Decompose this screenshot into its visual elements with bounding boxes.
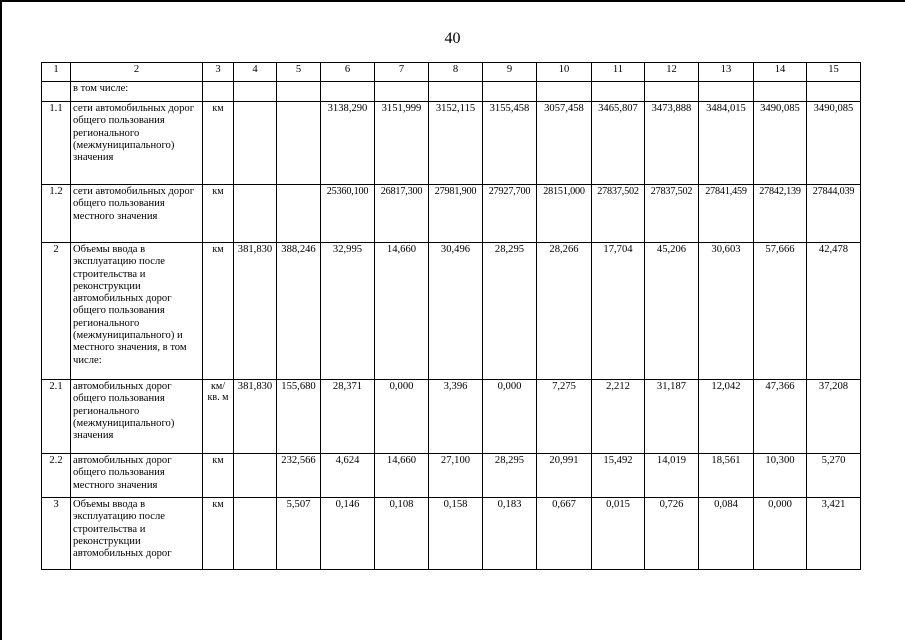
row-value: 27837,502 — [645, 185, 699, 243]
row-value: 381,830 — [234, 380, 277, 454]
header-cell: 15 — [807, 63, 861, 82]
table-row — [42, 498, 861, 570]
header-cell: 7 — [375, 63, 429, 82]
row-value: 0,000 — [483, 380, 537, 454]
header-cell: 14 — [754, 63, 807, 82]
row-value: 2,212 — [592, 380, 645, 454]
row-value: 17,704 — [592, 243, 645, 380]
row-value: 0,000 — [754, 498, 807, 570]
table-row — [42, 185, 861, 243]
row-value: 30,603 — [699, 243, 754, 380]
page-top-border — [0, 0, 905, 2]
row-value: 388,246 — [277, 243, 321, 380]
row-name: автомобильных дорог общего пользования регионального (межмуниципального) значения — [71, 380, 203, 454]
row-number: 3 — [42, 498, 71, 570]
row-value: 7,275 — [537, 380, 592, 454]
row-number — [42, 82, 71, 102]
row-value: 0,146 — [321, 498, 375, 570]
table-row — [42, 454, 861, 498]
table-header-row — [42, 63, 861, 82]
page-left-border — [0, 0, 2, 640]
row-unit: км — [203, 102, 234, 185]
row-value: 27842,139 — [754, 185, 807, 243]
row-value: 3490,085 — [807, 102, 861, 185]
row-value: 0,667 — [537, 498, 592, 570]
header-cell: 10 — [537, 63, 592, 82]
row-name: Объемы ввода в эксплуатацию после строительства и реконструкции автомобильных дорог общего пользования регионального (межмуниципального) и местного значения, в том числе: — [71, 243, 203, 380]
table-row — [42, 102, 861, 185]
row-unit: км — [203, 185, 234, 243]
row-value: 20,991 — [537, 454, 592, 498]
row-value: 28,295 — [483, 243, 537, 380]
row-value: 27,100 — [429, 454, 483, 498]
row-value: 3465,807 — [592, 102, 645, 185]
row-value: 3152,115 — [429, 102, 483, 185]
row-value: 27844,039 — [807, 185, 861, 243]
row-value — [234, 498, 277, 570]
row-value — [699, 82, 754, 102]
row-value — [234, 102, 277, 185]
row-value: 30,496 — [429, 243, 483, 380]
row-value: 18,561 — [699, 454, 754, 498]
row-value: 14,019 — [645, 454, 699, 498]
row-value: 57,666 — [754, 243, 807, 380]
row-value: 232,566 — [277, 454, 321, 498]
row-value — [754, 82, 807, 102]
row-value: 3484,015 — [699, 102, 754, 185]
row-value — [483, 82, 537, 102]
row-value: 3138,290 — [321, 102, 375, 185]
row-unit: км — [203, 498, 234, 570]
header-cell: 5 — [277, 63, 321, 82]
row-value — [645, 82, 699, 102]
row-value: 15,492 — [592, 454, 645, 498]
row-value — [321, 82, 375, 102]
row-value: 28,371 — [321, 380, 375, 454]
row-value: 3057,458 — [537, 102, 592, 185]
row-value: 32,995 — [321, 243, 375, 380]
row-unit: км — [203, 243, 234, 380]
row-value: 3,396 — [429, 380, 483, 454]
row-value: 31,187 — [645, 380, 699, 454]
row-value: 42,478 — [807, 243, 861, 380]
row-value: 28151,000 — [537, 185, 592, 243]
row-value: 4,624 — [321, 454, 375, 498]
row-value: 47,366 — [754, 380, 807, 454]
row-number: 2 — [42, 243, 71, 380]
row-value: 10,300 — [754, 454, 807, 498]
row-unit: км/ кв. м — [203, 380, 234, 454]
row-name: автомобильных дорог общего пользования местного значения — [71, 454, 203, 498]
row-value: 0,158 — [429, 498, 483, 570]
row-value — [277, 82, 321, 102]
row-value: 381,830 — [234, 243, 277, 380]
row-value — [277, 102, 321, 185]
row-value: 37,208 — [807, 380, 861, 454]
row-value: 27927,700 — [483, 185, 537, 243]
row-value: 3151,999 — [375, 102, 429, 185]
row-value — [592, 82, 645, 102]
row-value: 0,015 — [592, 498, 645, 570]
row-name: сети автомобильных дорог общего пользования регионального (межмуниципального) значения — [71, 102, 203, 185]
indicators-table — [41, 62, 861, 570]
row-value: 27837,502 — [592, 185, 645, 243]
row-value — [429, 82, 483, 102]
row-value — [234, 82, 277, 102]
row-value — [234, 454, 277, 498]
header-cell: 12 — [645, 63, 699, 82]
row-value: 27981,900 — [429, 185, 483, 243]
header-cell: 9 — [483, 63, 537, 82]
row-value: 0,000 — [375, 380, 429, 454]
row-value — [234, 185, 277, 243]
page-number: 40 — [444, 30, 461, 47]
row-number: 1.1 — [42, 102, 71, 185]
row-value: 3473,888 — [645, 102, 699, 185]
row-value: 3,421 — [807, 498, 861, 570]
row-value: 28,266 — [537, 243, 592, 380]
row-value: 0,084 — [699, 498, 754, 570]
header-cell: 8 — [429, 63, 483, 82]
row-number: 1.2 — [42, 185, 71, 243]
row-value: 14,660 — [375, 243, 429, 380]
row-value — [807, 82, 861, 102]
row-value: 27841,459 — [699, 185, 754, 243]
table-row — [42, 243, 861, 380]
header-cell: 6 — [321, 63, 375, 82]
row-number: 2.1 — [42, 380, 71, 454]
row-value: 0,183 — [483, 498, 537, 570]
row-value: 0,108 — [375, 498, 429, 570]
row-value: 5,270 — [807, 454, 861, 498]
header-cell: 1 — [42, 63, 71, 82]
row-value: 3490,085 — [754, 102, 807, 185]
row-value: 155,680 — [277, 380, 321, 454]
row-value — [537, 82, 592, 102]
row-number: 2.2 — [42, 454, 71, 498]
row-value — [375, 82, 429, 102]
table-row — [42, 380, 861, 454]
row-unit — [203, 82, 234, 102]
row-value: 12,042 — [699, 380, 754, 454]
header-cell: 13 — [699, 63, 754, 82]
header-cell: 2 — [71, 63, 203, 82]
row-value: 14,660 — [375, 454, 429, 498]
row-value: 45,206 — [645, 243, 699, 380]
header-cell: 3 — [203, 63, 234, 82]
row-value — [277, 185, 321, 243]
row-value: 28,295 — [483, 454, 537, 498]
row-value: 3155,458 — [483, 102, 537, 185]
header-cell: 4 — [234, 63, 277, 82]
table-row — [42, 82, 861, 102]
header-cell: 11 — [592, 63, 645, 82]
row-value: 26817,300 — [375, 185, 429, 243]
row-name: в том числе: — [71, 82, 203, 102]
row-value: 0,726 — [645, 498, 699, 570]
row-name: Объемы ввода в эксплуатацию после строительства и реконструкции автомобильных дорог — [71, 498, 203, 570]
row-value: 25360,100 — [321, 185, 375, 243]
row-name: сети автомобильных дорог общего пользования местного значения — [71, 185, 203, 243]
row-unit: км — [203, 454, 234, 498]
row-value: 5,507 — [277, 498, 321, 570]
